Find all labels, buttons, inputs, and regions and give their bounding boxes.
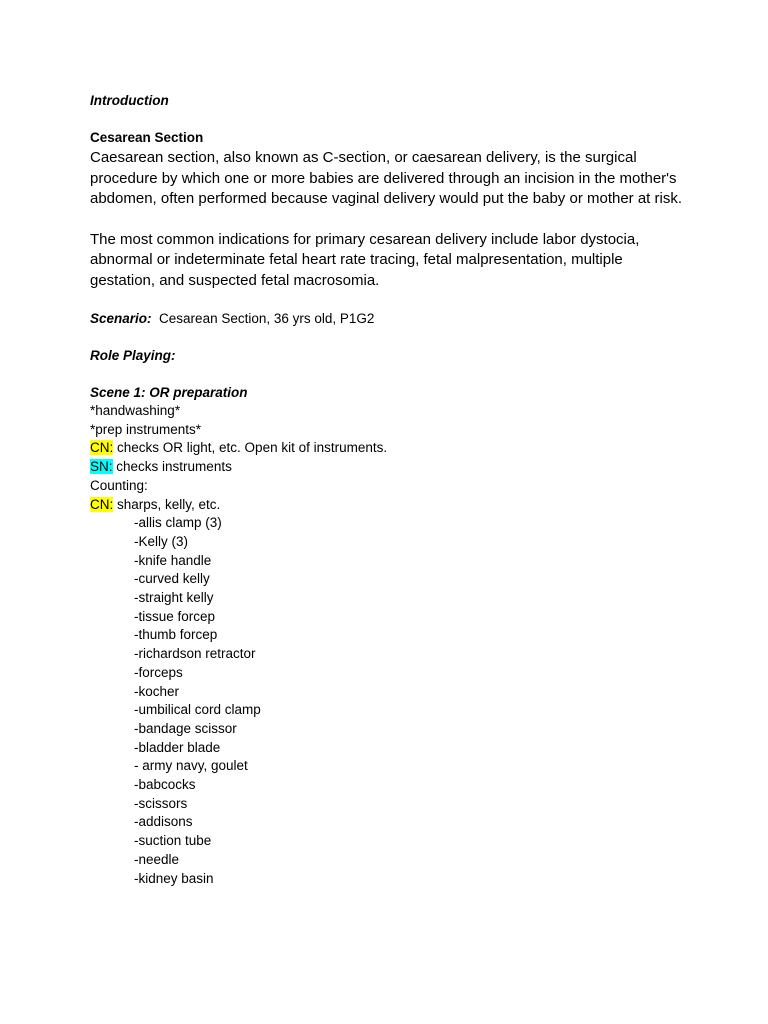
instrument-list: [90, 514, 690, 888]
list-item: -kidney basin: [134, 870, 214, 886]
list-item: -forceps: [134, 664, 183, 680]
list-item: -umbilical cord clamp: [134, 702, 261, 718]
list-item: -knife handle: [134, 552, 212, 568]
list-item: -bladder blade: [134, 739, 221, 755]
paragraph-definition: Caesarean section, also known as C-section, or caesarean delivery, is the surgical procedure by which one or more babies are delivered through an incision in the mother's abdomen, often performed because vaginal delivery would put the baby or mother at risk.: [90, 149, 683, 207]
list-item: -thumb forcep: [134, 627, 218, 643]
scenario-line: [90, 310, 690, 328]
cn-counting-label: CN:: [90, 496, 114, 512]
list-item: -babcocks: [134, 777, 196, 793]
step-prep-instruments: *prep instruments*: [90, 421, 202, 437]
cn-counting-line: [90, 496, 690, 515]
list-item: -needle: [134, 851, 180, 867]
list-item: -richardson retractor: [134, 646, 256, 662]
cn-label: CN:: [90, 440, 114, 456]
list-item: - army navy, goulet: [134, 758, 248, 774]
list-item: -scissors: [134, 795, 188, 811]
role-playing-heading: Role Playing:: [90, 348, 176, 363]
cn-line: [90, 439, 690, 458]
scenario-label: Scenario:: [90, 311, 152, 326]
list-item: -curved kelly: [134, 571, 210, 587]
sn-text: checks instruments: [116, 459, 232, 475]
intro-heading: Introduction: [90, 93, 169, 108]
scene-1-title: Scene 1: OR preparation: [90, 385, 248, 400]
document-page: [90, 91, 690, 888]
counting-label: Counting:: [90, 477, 148, 493]
cn-text: checks OR light, etc. Open kit of instruments.: [117, 440, 388, 456]
list-item: -allis clamp (3): [134, 515, 222, 531]
list-item: -Kelly (3): [134, 533, 189, 549]
section-title: Cesarean Section: [90, 130, 204, 145]
list-item: -addisons: [134, 814, 193, 830]
cn-counting-text: sharps, kelly, etc.: [117, 496, 221, 512]
list-item: -tissue forcep: [134, 608, 216, 624]
list-item: -straight kelly: [134, 590, 214, 606]
list-item: -kocher: [134, 683, 180, 699]
sn-line: [90, 458, 690, 477]
list-item: -bandage scissor: [134, 720, 237, 736]
paragraph-indications: The most common indications for primary cesarean delivery include labor dystocia, abnormal or indeterminate fetal heart rate tracing, fetal malpresentation, multiple gestation, and suspected fetal macrosomia.: [90, 230, 640, 289]
sn-label: SN:: [90, 459, 113, 475]
list-item: -suction tube: [134, 833, 212, 849]
step-handwashing: *handwashing*: [90, 403, 181, 418]
scenario-text: Cesarean Section, 36 yrs old, P1G2: [159, 311, 375, 326]
